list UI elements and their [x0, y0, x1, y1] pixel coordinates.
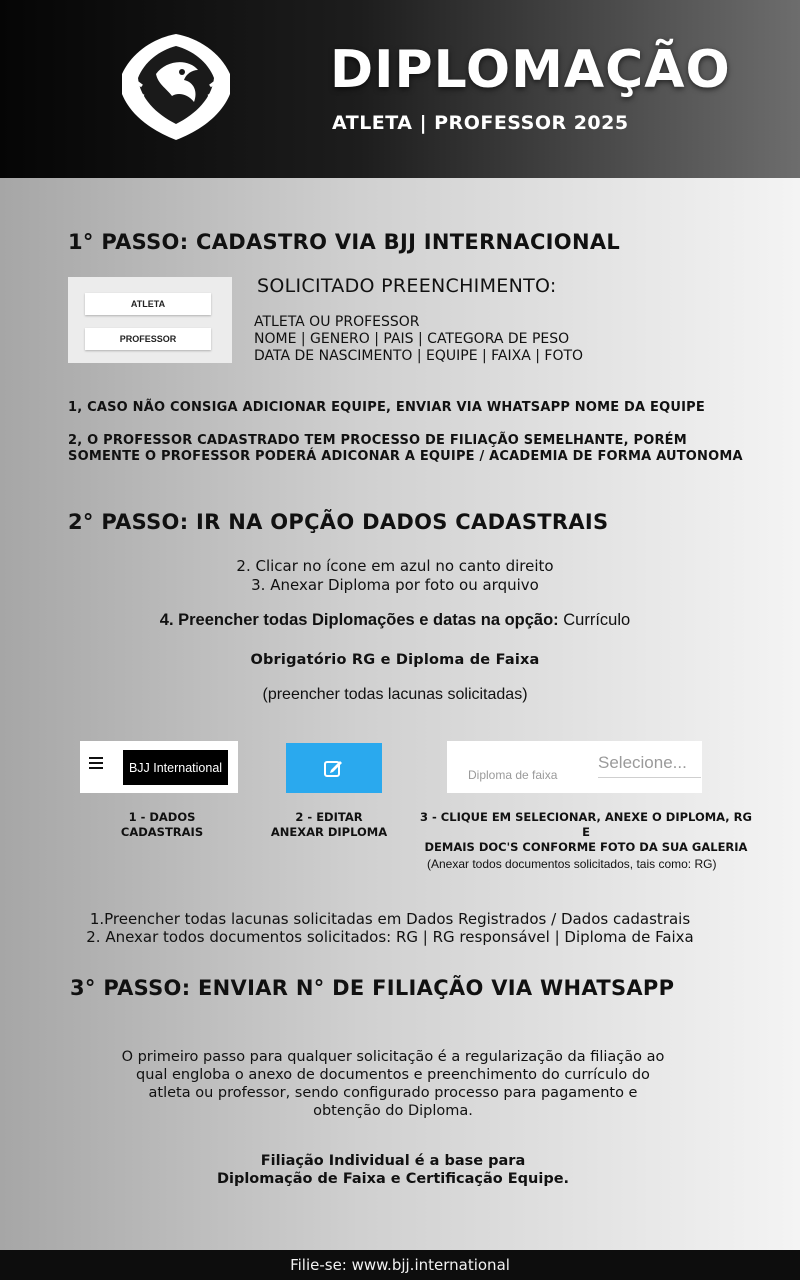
caption-line: 1 - DADOS	[128, 810, 196, 824]
diploma-field-label: Diploma de faixa	[468, 768, 558, 782]
paragraph-line: O primeiro passo para qualquer solicitação é a regularização da filiação ao	[121, 1049, 665, 1065]
step2-line-4	[0, 611, 790, 630]
page-subtitle: ATLETA | PROFESSOR 2025	[332, 112, 629, 134]
caption-line: CADASTRAIS	[120, 825, 204, 839]
note-2	[68, 433, 743, 465]
app-header-preview	[80, 741, 238, 793]
edit-button[interactable]	[286, 743, 382, 793]
requested-line: NOME | GENERO | PAIS | CATEGORA DE PESO	[254, 331, 570, 347]
step3-heading: 3° PASSO: ENVIAR N° DE FILIAÇÃO VIA WHATSAPP	[70, 976, 675, 1000]
summary-2: 2. Anexar todos documentos solicitados: RG | RG responsável | Diploma de Faixa	[86, 928, 694, 946]
paragraph-line: atleta ou professor, sendo configurado processo para pagamento e	[148, 1085, 638, 1101]
note-1: 1, CASO NÃO CONSIGA ADICIONAR EQUIPE, ENVIAR VIA WHATSAPP NOME DA EQUIPE	[68, 400, 705, 415]
step2-line-3: 3. Anexar Diploma por foto ou arquivo	[251, 576, 539, 594]
requested-fields	[254, 314, 583, 365]
requested-title: SOLICITADO PREENCHIMENTO:	[257, 275, 557, 297]
paragraph-line: qual engloba o anexo de documentos e preenchimento do currículo do	[136, 1067, 650, 1083]
caption-line: DEMAIS DOC'S CONFORME FOTO DA SUA GALERIA	[424, 840, 748, 854]
required-docs: Obrigatório RG e Diploma de Faixa	[250, 652, 540, 668]
step2-heading: 2° PASSO: IR NA OPÇÃO DADOS CADASTRAIS	[68, 510, 609, 534]
caption-3	[418, 810, 754, 855]
header-banner	[0, 0, 800, 178]
select-dropdown[interactable]: Selecione...	[598, 753, 701, 778]
caption-line: 2 - EDITAR	[295, 810, 363, 824]
diploma-upload-field	[447, 741, 702, 793]
eagle-shield-logo-icon	[116, 30, 236, 145]
athlete-option-button[interactable]: ATLETA	[85, 293, 211, 315]
page-title: DIPLOMAÇÃO	[330, 40, 731, 100]
caption-2	[262, 810, 396, 840]
step3-paragraph	[0, 1048, 786, 1120]
summary-1: 1.Preencher todas lacunas solicitadas em Dados Registrados / Dados cadastrais	[89, 910, 691, 928]
attach-note: (Anexar todos documentos solicitados, tais como: RG)	[427, 857, 717, 871]
edit-pencil-icon	[323, 758, 345, 778]
bold-note-line: Filiação Individual é a base para	[260, 1153, 526, 1169]
step3-bold-note	[0, 1152, 786, 1188]
step1-heading: 1° PASSO: CADASTRO VIA BJJ INTERNACIONAL	[68, 230, 621, 254]
bold-note-line: Diplomação de Faixa e Certificação Equipe.	[216, 1171, 570, 1187]
curriculo-option: Currículo	[563, 611, 631, 629]
bjj-brand-label: BJJ International	[123, 750, 228, 785]
hamburger-menu-icon[interactable]	[89, 757, 103, 769]
caption-1	[100, 810, 224, 840]
requested-line: DATA DE NASCIMENTO | EQUIPE | FAIXA | FOTO	[254, 348, 584, 364]
registration-form-preview	[68, 277, 232, 363]
footer-link[interactable]: Filie-se: www.bjj.international	[0, 1250, 800, 1280]
fill-note: (preencher todas lacunas solicitadas)	[262, 686, 528, 703]
note-2-line: 2, O PROFESSOR CADASTRADO TEM PROCESSO DE FILIAÇÃO SEMELHANTE, PORÉM	[68, 433, 687, 448]
step2-line-4-bold: 4. Preencher todas Diplomações e datas na opção:	[159, 611, 559, 629]
caption-line: 3 - CLIQUE EM SELECIONAR, ANEXE O DIPLOMA, RG E	[420, 810, 752, 839]
professor-option-button[interactable]: PROFESSOR	[85, 328, 211, 350]
step2-line-2: 2. Clicar no ícone em azul no canto direito	[236, 557, 554, 575]
requested-line: ATLETA OU PROFESSOR	[254, 314, 420, 330]
note-2-line: SOMENTE O PROFESSOR PODERÁ ADICONAR A EQUIPE / ACADEMIA DE FORMA AUTONOMA	[68, 449, 743, 464]
caption-line: ANEXAR DIPLOMA	[270, 825, 388, 839]
paragraph-line: obtenção do Diploma.	[313, 1103, 473, 1119]
